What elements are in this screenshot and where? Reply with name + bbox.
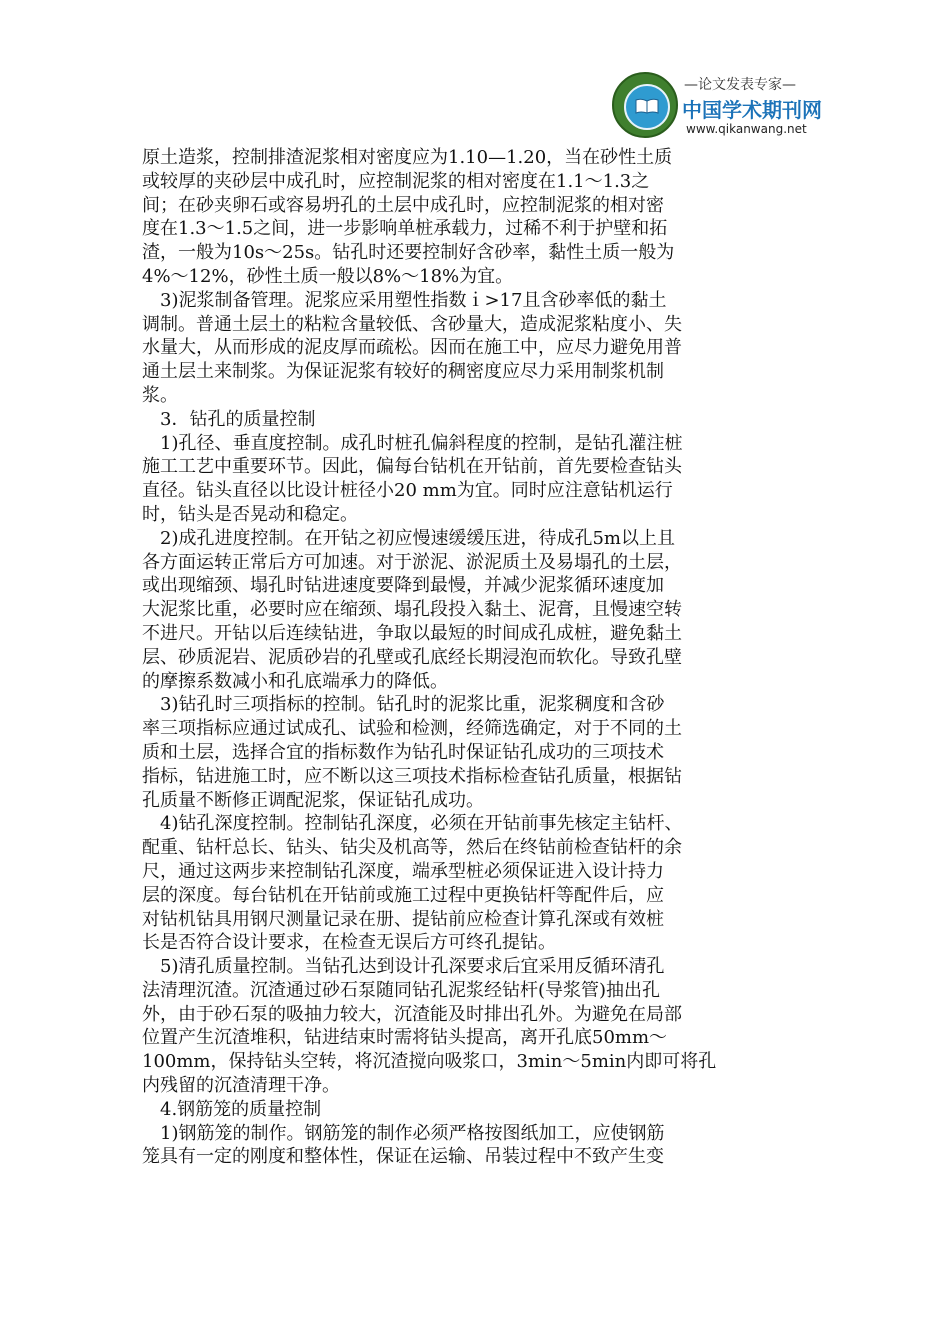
text-line: 尺，通过这两步来控制钻孔深度，端承型桩必须保证进入设计持力 [142, 860, 664, 882]
logo-tagline: —论文发表专家— [684, 77, 796, 93]
text-line: 的摩擦系数减小和孔底端承力的降低。 [142, 670, 448, 692]
text-line: 质和土层，选择合宜的指标数作为钻孔时保证钻孔成功的三项技术 [142, 741, 664, 763]
text-line: 对钻机钻具用钢尺测量记录在册、提钻前应检查计算孔深或有效桩 [142, 908, 664, 930]
text-line: 位置产生沉渣堆积，钻进结束时需将钻头提高，离开孔底50mm～ [142, 1027, 668, 1049]
logo-emblem [612, 72, 678, 138]
text-line: 直径。钻头直径以比设计桩径小20 mm为宜。同时应注意钻机运行 [142, 480, 673, 502]
text-line: 率三项指标应通过试成孔、试验和检测，经筛选确定，对于不同的土 [142, 718, 682, 740]
text-line: 层的深度。每台钻机在开钻前或施工过程中更换钻杆等配件后，应 [142, 884, 664, 906]
text-line: 3)泥浆制备管理。泥浆应采用塑性指数ｉ>17且含砂率低的黏土 [142, 289, 667, 311]
text-line: 渣，一般为10s～25s。钻孔时还要控制好含砂率，黏性土质一般为 [142, 242, 675, 264]
text-line: 调制。普通土层土的粘粒含量较低、含砂量大，造成泥浆粘度小、失 [142, 313, 682, 335]
text-line: 度在1.3～1.5之间，进一步影响单桩承载力，过稀不利于护壁和拓 [142, 218, 668, 240]
text-line: 水量大，从而形成的泥皮厚而疏松。因而在施工中，应尽力避免用普 [142, 337, 682, 359]
text-line: 或出现缩颈、塌孔时钻进速度要降到最慢，并减少泥浆循环速度加 [142, 575, 664, 597]
text-line: 100mm，保持钻头空转，将沉渣搅向吸浆口，3min～5min内即可将孔 [142, 1051, 717, 1073]
logo-globe-icon [624, 84, 670, 130]
text-line: 时，钻头是否晃动和稳定。 [142, 503, 358, 525]
text-line: 指标，钻进施工时，应不断以这三项技术指标检查钻孔质量，根据钻 [142, 765, 682, 787]
text-line: 法清理沉渣。沉渣通过砂石泵随同钻孔泥浆经钻杆(导浆管)抽出孔 [142, 979, 661, 1001]
text-line: 浆。 [142, 384, 178, 406]
text-line: 外，由于砂石泵的吸抽力较大，沉渣能及时排出孔外。为避免在局部 [142, 1003, 682, 1025]
text-line: 不进尺。开钻以后连续钻进，争取以最短的时间成孔成桩，避免黏土 [142, 622, 682, 644]
document-body [142, 146, 802, 1169]
section-heading: 3．钻孔的质量控制 [142, 408, 316, 430]
book-icon [635, 98, 659, 114]
logo-url: www.qikanwang.net [686, 122, 807, 136]
logo-name: 中国学术期刊网 [682, 98, 822, 122]
text-line: 或较厚的夹砂层中成孔时，应控制泥浆的相对密度在1.1～1.3之 [142, 170, 650, 192]
text-line: 2)成孔进度控制。在开钻之初应慢速缓缓压进，待成孔5m以上且 [142, 527, 675, 549]
text-line: 长是否符合设计要求，在检查无误后方可终孔提钻。 [142, 932, 556, 954]
section-heading: 4.钢筋笼的质量控制 [142, 1098, 322, 1120]
text-line: 配重、钻杆总长、钻头、钻尖及机高等，然后在终钻前检查钻杆的余 [142, 837, 682, 859]
text-line: 层、砂质泥岩、泥质砂岩的孔壁或孔底经长期浸泡而软化。导致孔壁 [142, 646, 682, 668]
text-line: 4%～12%，砂性土质一般以8%～18%为宜。 [142, 265, 514, 287]
site-logo [612, 72, 822, 152]
text-line: 通土层土来制浆。为保证泥浆有较好的稠密度应尽力采用制浆机制 [142, 361, 664, 383]
text-line: 笼具有一定的刚度和整体性，保证在运输、吊装过程中不致产生变 [142, 1146, 664, 1168]
text-line: 3)钻孔时三项指标的控制。钻孔时的泥浆比重，泥浆稠度和含砂 [142, 694, 665, 716]
text-line: 施工工艺中重要环节。因此，偏每台钻机在开钻前，首先要检查钻头 [142, 456, 682, 478]
text-line: 大泥浆比重，必要时应在缩颈、塌孔段投入黏土、泥膏，且慢速空转 [142, 599, 682, 621]
text-line: 1)孔径、垂直度控制。成孔时桩孔偏斜程度的控制，是钻孔灌注桩 [142, 432, 683, 454]
text-line: 5)清孔质量控制。当钻孔达到设计孔深要求后宜采用反循环清孔 [142, 956, 665, 978]
text-line: 各方面运转正常后方可加速。对于淤泥、淤泥质土及易塌孔的土层， [142, 551, 682, 573]
text-line: 间；在砂夹卵石或容易坍孔的土层中成孔时，应控制泥浆的相对密 [142, 194, 664, 216]
text-line: 1)钢筋笼的制作。钢筋笼的制作必须严格按图纸加工，应使钢筋 [142, 1122, 665, 1144]
text-line: 内残留的沉渣清理干净。 [142, 1075, 340, 1097]
text-line: 原土造浆，控制排渣泥浆相对密度应为1.10—1.20，当在砂性土质 [142, 147, 673, 168]
text-line: 孔质量不断修正调配泥浆，保证钻孔成功。 [142, 789, 484, 811]
text-line: 4)钻孔深度控制。控制钻孔深度，必须在开钻前事先核定主钻杆、 [142, 813, 683, 835]
